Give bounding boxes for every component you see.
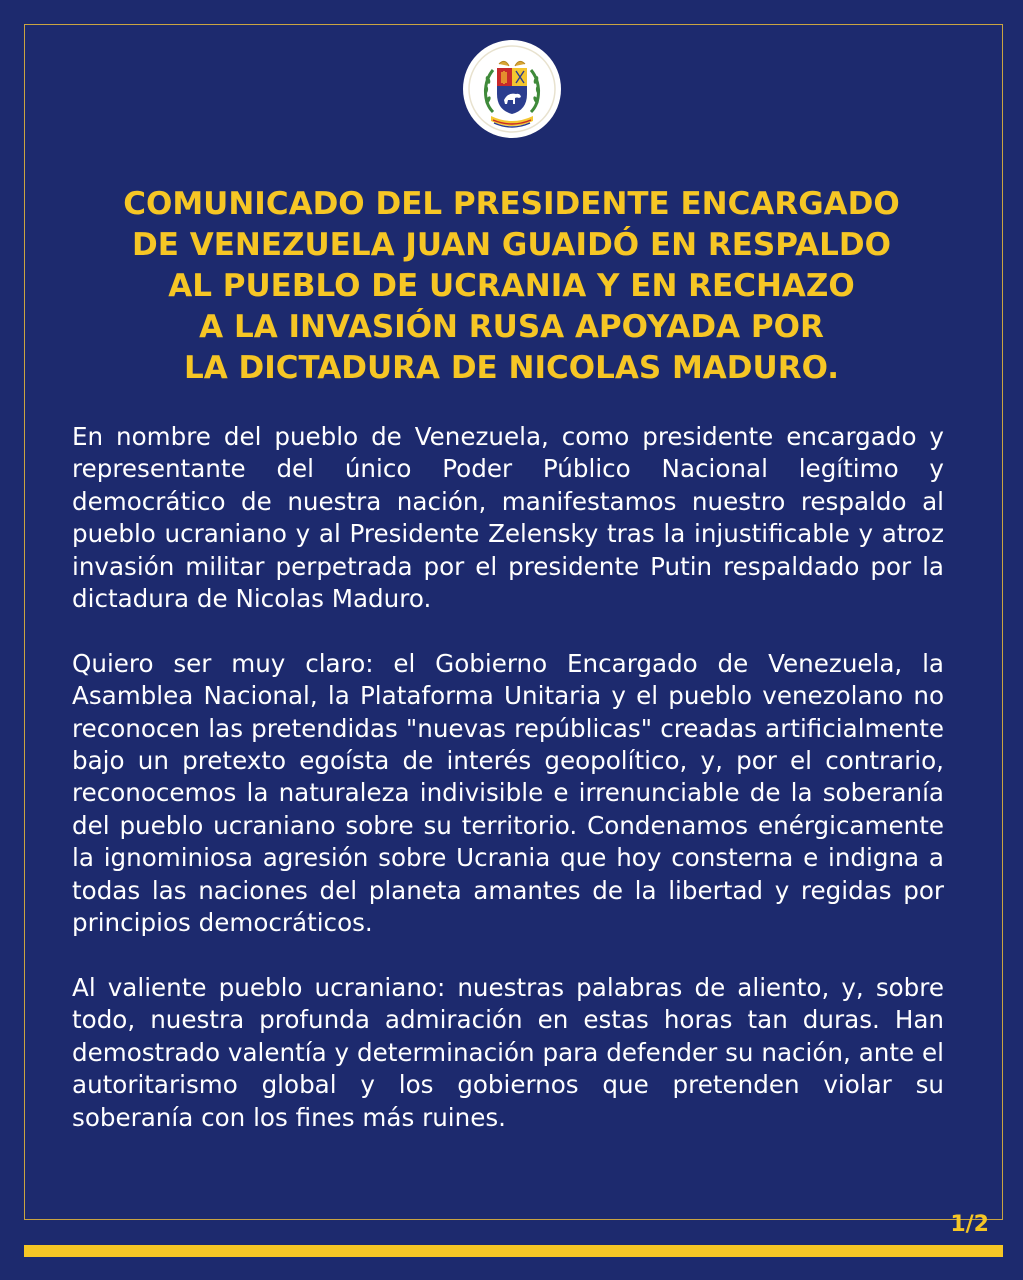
coat-of-arms-icon (463, 40, 561, 138)
page-indicator: 1/2 (950, 1212, 989, 1237)
statement-title (60, 184, 963, 389)
title-line: LA DICTADURA DE NICOLAS MADURO. (183, 350, 840, 386)
seal-badge (463, 40, 561, 138)
title-line: DE VENEZUELA JUAN GUAIDÓ EN RESPALDO (132, 227, 891, 263)
title-line: AL PUEBLO DE UCRANIA Y EN RECHAZO (168, 268, 855, 304)
footer-bar (24, 1245, 1003, 1257)
title-line: COMUNICADO DEL PRESIDENTE ENCARGADO (123, 186, 900, 222)
body-paragraph: En nombre del pueblo de Venezuela, como presidente encargado y representante del único Poder Público Nacional legítimo y democrático de nuestra nación, manifestamos nuestro respaldo al pueblo ucraniano y al Presidente Zelensky tras la injustificable y atroz invasión militar perpetrada por el presidente Putin respaldado por la dictadura de Nicolas Maduro. (72, 422, 944, 614)
title-line: A LA INVASIÓN RUSA APOYADA POR (199, 309, 824, 345)
body-paragraph: Al valiente pueblo ucraniano: nuestras palabras de aliento, y, sobre todo, nuestra profunda admiración en estas horas tan duras. Han demostrado valentía y determinación para defender su nación, ante el autoritarismo global y los gobiernos que pretenden violar su soberanía con los fines más ruines. (72, 972, 944, 1132)
body-paragraph: Quiero ser muy claro: el Gobierno Encargado de Venezuela, la Asamblea Nacional, la Plataforma Unitaria y el pueblo venezolano no reconocen las pretendidas "nuevas repúblicas" creadas artificialmente bajo un pretexto egoísta de interés geopolítico, y, por el contrario, reconocemos la naturaleza indivisible e irrenunciable de la soberanía del pueblo ucraniano sobre su territorio. Condenamos enérgicamente la ignominiosa agresión sobre Ucrania que hoy consterna e indigna a todas las naciones del planeta amantes de la libertad y regidas por principios democráticos. (72, 648, 944, 938)
statement-body (72, 421, 944, 1166)
